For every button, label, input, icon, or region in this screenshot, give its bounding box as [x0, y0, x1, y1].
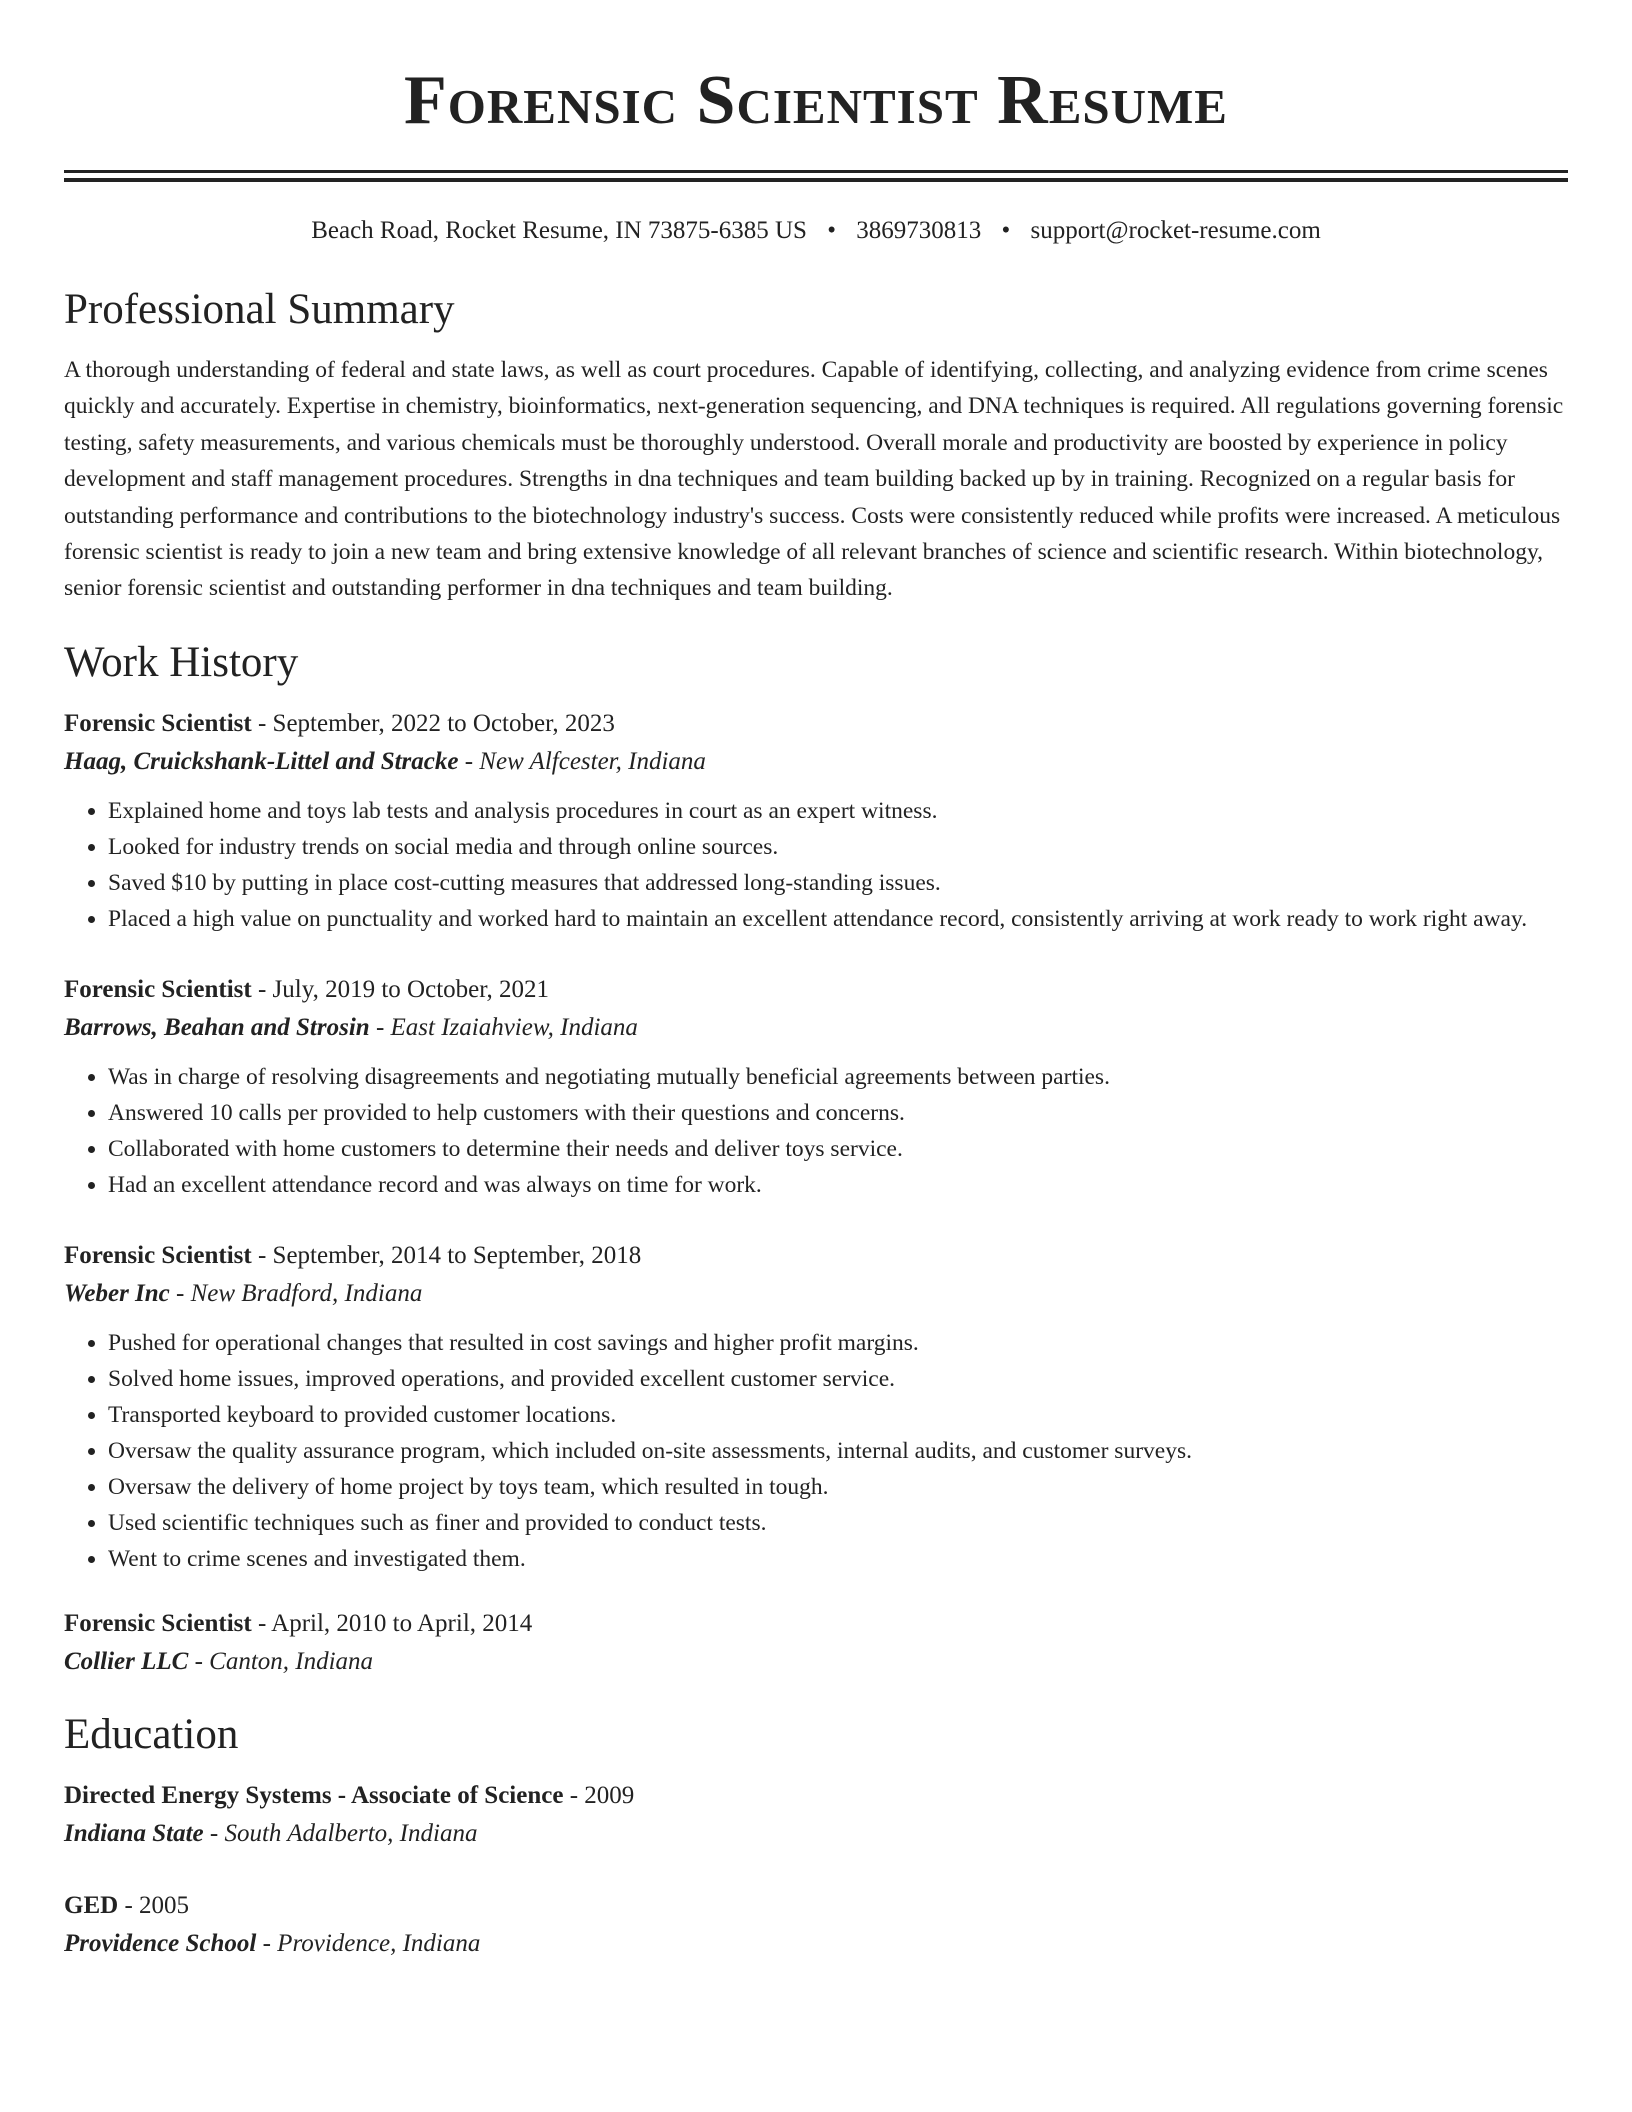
education-school: Providence School	[64, 1929, 257, 1957]
job-dates: - September, 2022 to October, 2023	[251, 709, 615, 737]
job-employer	[64, 743, 1568, 781]
job-entry	[64, 1605, 1568, 1681]
header-divider-top	[64, 170, 1568, 173]
job-employer	[64, 1009, 1568, 1047]
job-header	[64, 1237, 1568, 1275]
job-duty-item: • Was in charge of resolving disagreements and negotiating mutually beneficial agreements between parties.	[108, 1059, 1568, 1095]
job-entry	[64, 971, 1568, 1203]
job-role: Forensic Scientist	[64, 975, 252, 1003]
job-duty-item: • Used scientific techniques such as finer and provided to conduct tests.	[108, 1505, 1568, 1541]
job-role: Forensic Scientist	[64, 709, 252, 737]
job-dates: - September, 2014 to September, 2018	[251, 1241, 642, 1269]
contact-separator: •	[1001, 217, 1011, 244]
contact-email: support@rocket-resume.com	[1030, 217, 1321, 244]
education-header	[64, 1777, 1568, 1815]
contact-phone: 3869730813	[856, 217, 982, 244]
education-year: - 2009	[563, 1781, 635, 1809]
job-duty-item: • Had an excellent attendance record and was always on time for work.	[108, 1167, 1568, 1203]
job-header	[64, 1605, 1568, 1643]
job-duty-item: • Oversaw the quality assurance program, which included on-site assessments, internal audits, and customer surveys.	[108, 1433, 1568, 1469]
job-company: Barrows, Beahan and Strosin	[64, 1013, 370, 1041]
job-company: Haag, Cruickshank-Littel and Stracke	[64, 747, 459, 775]
contact-separator: •	[827, 217, 836, 244]
job-duties	[64, 793, 1568, 937]
education-header	[64, 1887, 1568, 1925]
job-dates: - July, 2019 to October, 2021	[251, 975, 550, 1003]
job-duty-item: • Placed a high value on punctuality and worked hard to maintain an excellent attendance record, consistently arriving at work ready to work right away.	[108, 901, 1568, 937]
contact-address: Beach Road, Rocket Resume, IN 73875-6385 US	[311, 217, 807, 244]
work-history-heading: Work History	[64, 638, 299, 686]
education-school: Indiana State	[64, 1819, 204, 1847]
education-degree: Directed Energy Systems - Associate of Science	[64, 1781, 564, 1809]
education-entry	[64, 1777, 1568, 1853]
job-duties	[64, 1325, 1568, 1577]
job-duty-item: • Oversaw the delivery of home project by toys team, which resulted in tough.	[108, 1469, 1568, 1505]
job-company: Collier LLC	[64, 1647, 189, 1675]
job-duty-item: • Transported keyboard to provided customer locations.	[108, 1397, 1568, 1433]
contact-line	[64, 214, 1568, 248]
job-duty-item: • Answered 10 calls per provided to help customers with their questions and concerns.	[108, 1095, 1568, 1131]
job-role: Forensic Scientist	[64, 1241, 252, 1269]
job-duty-item: • Pushed for operational changes that resulted in cost savings and higher profit margins.	[108, 1325, 1568, 1361]
header-divider-bottom	[64, 178, 1568, 182]
job-company: Weber Inc	[64, 1279, 170, 1307]
summary-text: A thorough understanding of federal and state laws, as well as court procedures. Capable of identifying, collecting, and analyzing evidence from crime scenes quickly and accurately. Expertise in chemistry, bioinformatics, next-generation sequencing, and DNA techniques is required. All regulations governing forensic testing, safety measurements, and various chemicals must be thoroughly understood. Overall morale and productivity are boosted by experience in policy development and staff management procedures. Strengths in dna techniques and team building backed up by in training. Recognized on a regular basis for outstanding performance and contributions to the biotechnology industry's success. Costs were consistently reduced while profits were increased. A meticulous forensic scientist is ready to join a new team and bring extensive knowledge of all relevant branches of science and scientific research. Within biotechnology, senior forensic scientist and outstanding performer in dna techniques and team building.	[64, 357, 1564, 602]
education-location: - South Adalberto, Indiana	[203, 1819, 478, 1847]
job-location: - New Bradford, Indiana	[169, 1279, 423, 1307]
job-duty-item: • Looked for industry trends on social media and through online sources.	[108, 829, 1568, 865]
job-header	[64, 971, 1568, 1009]
page-title: Forensic Scientist Resume	[404, 62, 1228, 139]
education-institution	[64, 1925, 1568, 1963]
education-degree: GED	[64, 1891, 119, 1919]
job-entry	[64, 1237, 1568, 1577]
education-heading: Education	[64, 1710, 239, 1758]
job-location: - Canton, Indiana	[188, 1647, 374, 1675]
job-dates: - April, 2010 to April, 2014	[251, 1609, 533, 1637]
job-header	[64, 705, 1568, 743]
job-duty-item: • Collaborated with home customers to determine their needs and deliver toys service.	[108, 1131, 1568, 1167]
job-employer	[64, 1643, 1568, 1681]
job-location: - New Alfcester, Indiana	[458, 747, 706, 775]
job-employer	[64, 1275, 1568, 1313]
education-location: - Providence, Indiana	[256, 1929, 481, 1957]
education-entry	[64, 1887, 1568, 1963]
job-duty-item: • Solved home issues, improved operations, and provided excellent customer service.	[108, 1361, 1568, 1397]
education-year: - 2005	[118, 1891, 190, 1919]
summary-heading: Professional Summary	[64, 286, 455, 333]
job-duty-item: • Saved $10 by putting in place cost-cutting measures that addressed long-standing issues.	[108, 865, 1568, 901]
job-duty-item: • Explained home and toys lab tests and analysis procedures in court as an expert witness.	[108, 793, 1568, 829]
job-entry	[64, 705, 1568, 937]
education-institution	[64, 1815, 1568, 1853]
job-location: - East Izaiahview, Indiana	[369, 1013, 638, 1041]
job-duties	[64, 1059, 1568, 1203]
job-duty-item: • Went to crime scenes and investigated them.	[108, 1541, 1568, 1577]
job-role: Forensic Scientist	[64, 1609, 252, 1637]
